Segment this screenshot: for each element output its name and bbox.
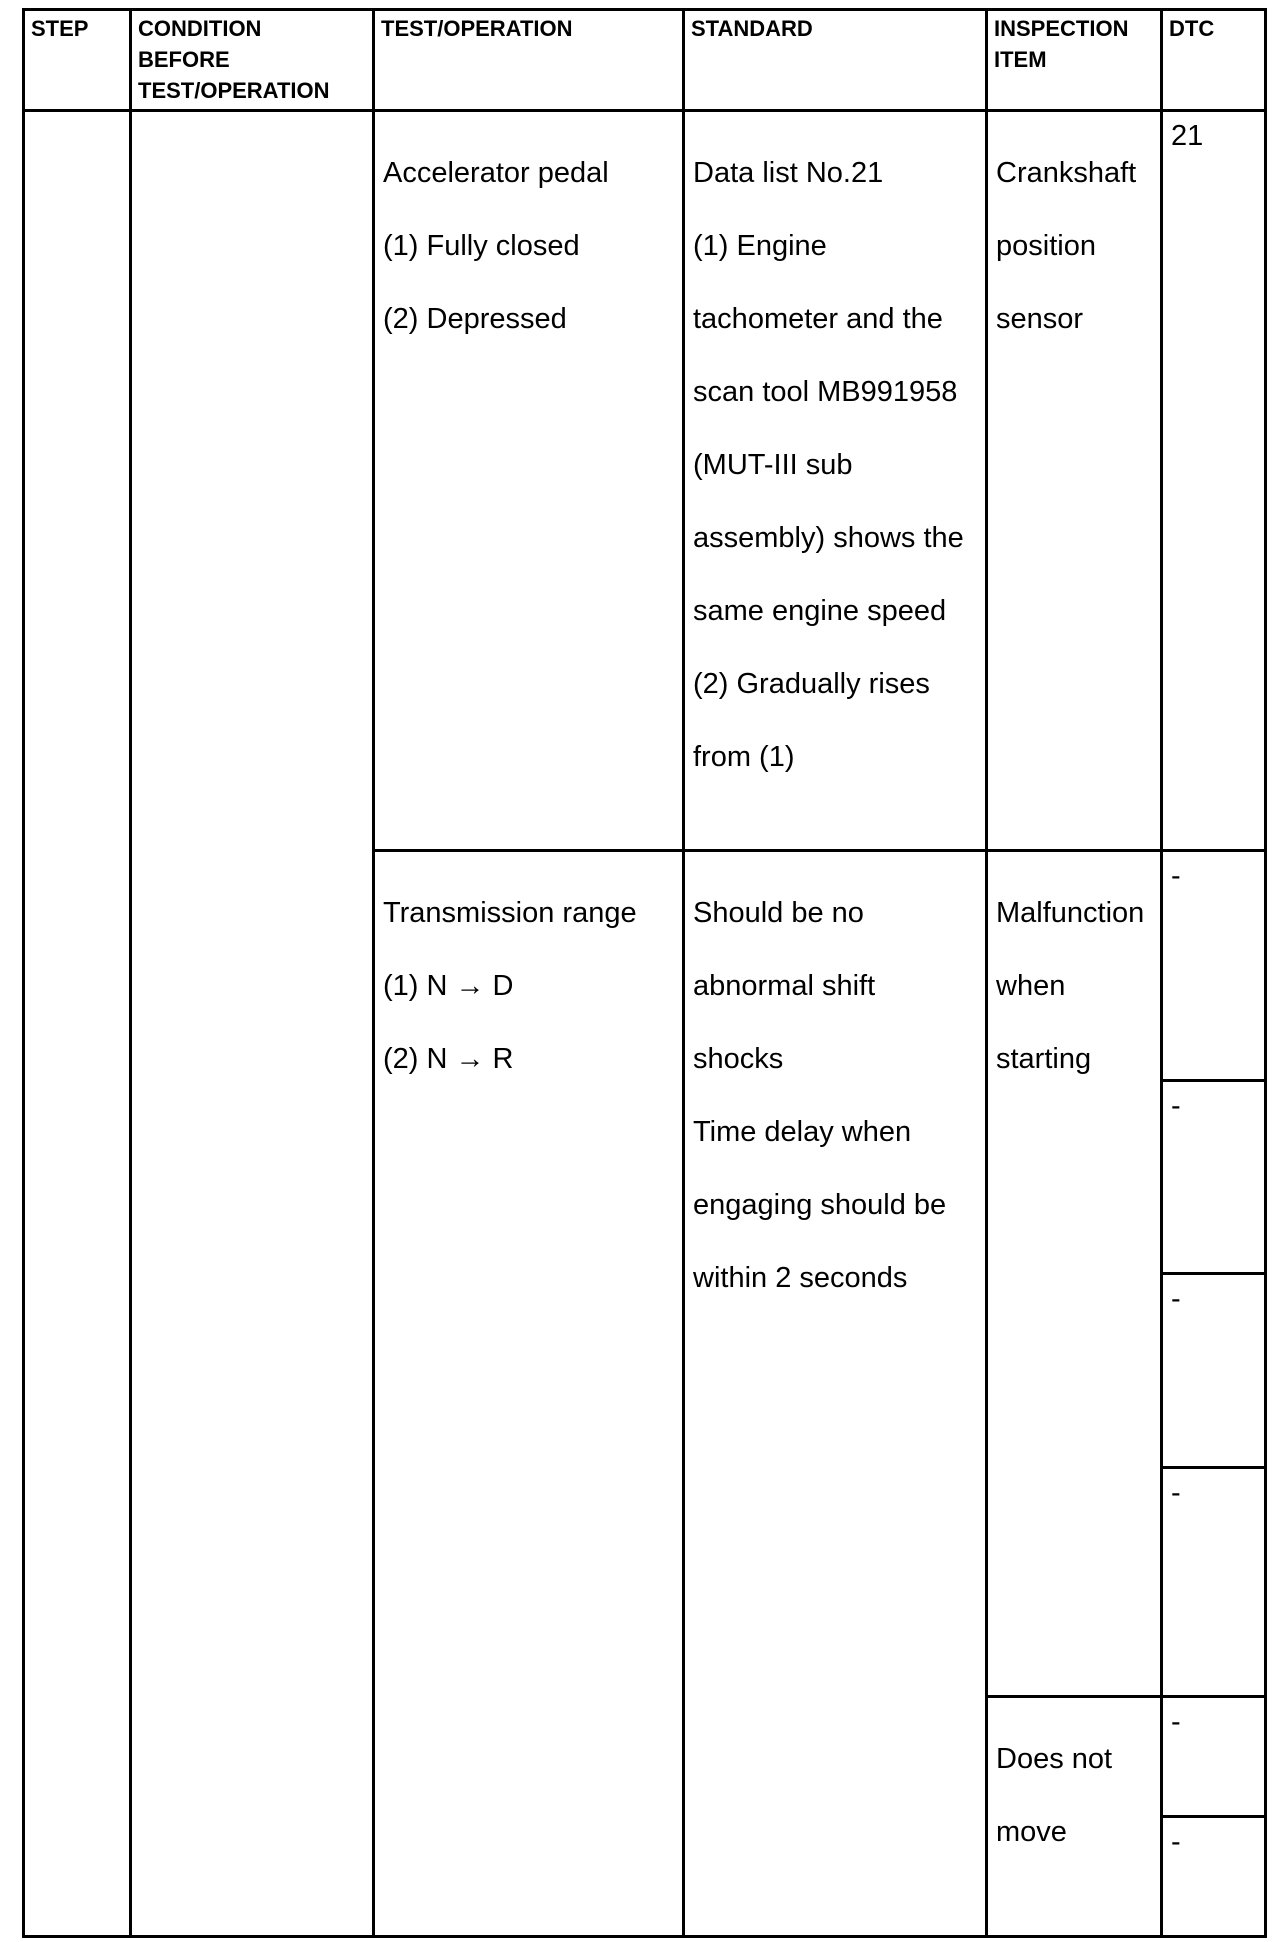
dtc-cell: - — [1162, 1081, 1266, 1274]
dtc-cell: 21 — [1162, 111, 1266, 851]
inspection-item-cell: Malfunction when starting — [987, 851, 1162, 1697]
dtc-cell: - — [1162, 1468, 1266, 1697]
table-row — [24, 111, 1266, 851]
inspection-item-cell: Does not move — [987, 1697, 1162, 1937]
test-operation-cell: Transmission range (1) N → D (2) N → R — [374, 851, 684, 1937]
header-condition: CONDITION BEFORE TEST/OPERATION — [131, 10, 374, 111]
standard-cell: Data list No.21 (1) Engine tachometer and the scan tool MB991958 (MUT-III sub assembly) shows the same engine speed (2) Gradually rises from (1) — [684, 111, 987, 851]
header-inspection-item: INSPECTION ITEM — [987, 10, 1162, 111]
inspection-item-cell: Crankshaft position sensor — [987, 111, 1162, 851]
header-dtc: DTC — [1162, 10, 1266, 111]
header-test-operation: TEST/OPERATION — [374, 10, 684, 111]
dtc-cell: - — [1162, 1697, 1266, 1817]
header-row — [24, 10, 1266, 111]
condition-cell — [131, 111, 374, 1937]
dtc-cell: - — [1162, 851, 1266, 1081]
step-cell — [24, 111, 131, 1937]
header-standard: STANDARD — [684, 10, 987, 111]
standard-cell: Should be no abnormal shift shocks Time delay when engaging should be within 2 seconds — [684, 851, 987, 1937]
header-step: STEP — [24, 10, 131, 111]
test-operation-cell: Accelerator pedal (1) Fully closed (2) Depressed — [374, 111, 684, 851]
inspection-table — [22, 8, 1267, 1938]
dtc-cell: - — [1162, 1817, 1266, 1937]
dtc-cell: - — [1162, 1274, 1266, 1468]
